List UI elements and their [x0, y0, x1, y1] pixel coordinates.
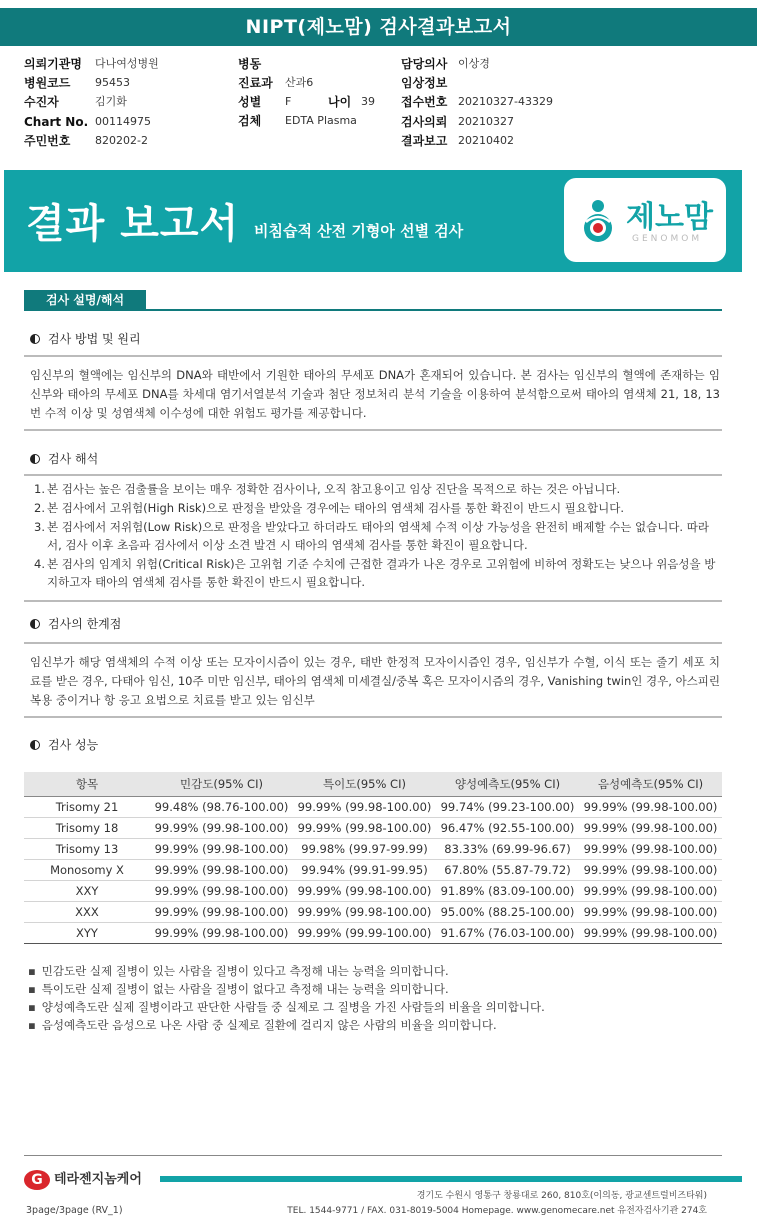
table-cell: 91.67% (76.03-100.00) [436, 922, 579, 943]
footer-divider [24, 1155, 722, 1156]
table-header-row [24, 772, 722, 796]
table-row [24, 901, 722, 922]
note-item: ▪ 민감도란 실제 질병이 있는 사람을 질병이 있다고 측정해 내는 능력을 의미합니다. [28, 962, 545, 980]
code-label: 병원코드 [24, 76, 71, 90]
doctor-label: 담당의사 [401, 57, 448, 71]
footer-brand-name: 테라젠지놈케어 [54, 1172, 142, 1187]
table-row [24, 838, 722, 859]
table-cell: 99.99% (99.98-100.00) [293, 880, 436, 901]
ward-label: 병동 [238, 57, 262, 71]
footer-contact: TEL. 1544-9771 / FAX. 031-8019-5004 Homepage. www.genomecare.net 유전자검사기관 274호 [287, 1206, 707, 1216]
note-item: ▪ 음성예측도란 음성으로 나온 사람 중 실제로 질환에 걸리지 않은 사람의 비율을 의미합니다. [28, 1016, 545, 1034]
table-cell: 99.98% (99.97-99.99) [293, 838, 436, 859]
table-cell: 99.99% (99.98-100.00) [150, 838, 293, 859]
table-row [24, 859, 722, 880]
table-cell: 96.47% (92.55-100.00) [436, 817, 579, 838]
performance-notes [28, 962, 545, 1034]
table-cell: 99.99% (99.98-100.00) [150, 880, 293, 901]
interpretation-heading-text: 검사 해석 [48, 452, 99, 466]
column-header: 음성예측도(95% CI) [579, 772, 722, 796]
sex-label: 성별 [238, 95, 262, 109]
receipt-label: 접수번호 [401, 95, 448, 109]
patient-info [0, 55, 757, 155]
result-banner [4, 170, 742, 272]
interpretation-list [30, 480, 720, 592]
report-title: NIPT(제노맘) 검사결과보고서 [0, 8, 757, 46]
company-logo-icon: G [24, 1170, 50, 1190]
logo-name: 제노맘 [626, 200, 713, 235]
list-item: 3. 본 검사에서 저위험(Low Risk)으로 판정을 받았다고 하더라도 태아의 염색체 수적 이상 가능성을 완전히 배제할 수는 없습니다. 따라서, 검사 이후 초음파 검사에서 이상 소견 발견 시 태아의 염색체 검사를 통한 확진이 필요합니다. [34, 520, 709, 552]
genomom-mark-icon [578, 198, 618, 244]
section-divider [24, 309, 722, 311]
specimen-label: 검체 [238, 114, 262, 128]
table-cell: 99.99% (99.98-100.00) [579, 838, 722, 859]
table-cell: 99.48% (98.76-100.00) [150, 796, 293, 817]
table-cell: XXX [24, 901, 150, 922]
half-circle-icon [30, 454, 40, 464]
limitations-text: 임신부가 해당 염색체의 수적 이상 또는 모자이시즘이 있는 경우, 태반 한정적 모자이시즘인 경우, 임신부가 수혈, 이식 또는 줄기 세포 치료를 받은 경우, 다태아 임신, 10주 미만 임신부, 태아의 염색체 미세결실/중복 혹은 모자이시즘의 경우, Vanishing twin인 경우, 아스피린 복용 중이거나 항 응고 요법으로 치료를 받고 있는 임신부 [30, 655, 720, 707]
list-item: 4. 본 검사의 임계치 위험(Critical Risk)은 고위험 기준 수치에 근접한 결과가 나온 경우로 고위험에 비하여 정확도는 낮으나 위음성을 방지하고자 태아의 염색체 검사를 통한 확진이 반드시 필요합니다. [34, 557, 716, 589]
table-row [24, 922, 722, 943]
limitations-heading [30, 615, 121, 633]
table-row [24, 796, 722, 817]
divider [24, 355, 722, 357]
half-circle-icon [30, 740, 40, 750]
table-cell: 99.99% (99.98-100.00) [579, 796, 722, 817]
table-cell: 99.99% (99.98-100.00) [293, 817, 436, 838]
id-label: 주민번호 [24, 134, 71, 148]
table-cell: XYY [24, 922, 150, 943]
method-heading [30, 330, 141, 348]
footer-address: 경기도 수원시 영통구 창룡대로 260, 810호(이의동, 광교센트럴비즈타워) [416, 1191, 707, 1201]
report-label: 결과보고 [401, 134, 448, 148]
specimen-value: EDTA Plasma [285, 114, 357, 127]
table-cell: 99.99% (99.98-100.00) [579, 901, 722, 922]
list-item: 1. 본 검사는 높은 검출률을 보이는 매우 정확한 검사이나, 오직 참고용이고 임상 진단을 목적으로 하는 것은 아닙니다. [34, 482, 621, 496]
table-cell: Monosomy X [24, 859, 150, 880]
table-cell: Trisomy 18 [24, 817, 150, 838]
table-cell: 99.99% (99.98-100.00) [293, 796, 436, 817]
logo-eng: GENOMOM [632, 234, 703, 244]
chart-label: Chart No. [24, 115, 89, 129]
method-text: 임신부의 혈액에는 임신부의 DNA와 태반에서 기원한 태아의 무세포 DNA가 혼재되어 있습니다. 본 검사는 임신부의 혈액에 존재하는 임신부와 태아의 무세포 DNA를 차세대 염기서열분석 기술과 첨단 정보처리 분석 기술을 이용하여 분석함으로써 태아의 염색체 21, 18, 13번 수적 이상 및 성염색체 이수성에 대한 위험도 평가를 제공합니다. [30, 368, 720, 420]
footer-brand [24, 1168, 142, 1188]
table-cell: 99.94% (99.91-99.95) [293, 859, 436, 880]
note-item: ▪ 특이도란 실제 질병이 없는 사람을 질병이 없다고 측정해 내는 능력을 의미합니다. [28, 980, 545, 998]
table-row [24, 880, 722, 901]
table-cell: 99.74% (99.23-100.00) [436, 796, 579, 817]
half-circle-icon [30, 334, 40, 344]
table-cell: Trisomy 21 [24, 796, 150, 817]
table-cell: 67.80% (55.87-79.72) [436, 859, 579, 880]
chart-value: 00114975 [95, 115, 151, 128]
doctor-value: 이상경 [458, 57, 490, 70]
table-cell: 99.99% (99.98-100.00) [150, 859, 293, 880]
table-row [24, 817, 722, 838]
table-cell: 99.99% (99.99-100.00) [293, 922, 436, 943]
performance-heading-text: 검사 성능 [48, 738, 99, 752]
section-tab: 검사 설명/해석 [24, 290, 146, 310]
code-value: 95453 [95, 76, 130, 89]
table-cell: 99.99% (99.98-100.00) [579, 880, 722, 901]
table-cell: 99.99% (99.98-100.00) [150, 922, 293, 943]
report-value: 20210402 [458, 134, 514, 147]
request-value: 20210327 [458, 115, 514, 128]
table-cell: 99.99% (99.98-100.00) [579, 859, 722, 880]
limitations-heading-text: 검사의 한계점 [48, 617, 122, 631]
table-cell: 99.99% (99.98-100.00) [150, 817, 293, 838]
list-item: 2. 본 검사에서 고위험(High Risk)으로 판정을 받았을 경우에는 태아의 염색체 검사를 통한 확진이 반드시 필요합니다. [34, 501, 624, 515]
divider [24, 429, 722, 431]
divider [24, 642, 722, 644]
request-label: 검사의뢰 [401, 115, 448, 129]
table-cell: 99.99% (99.98-100.00) [150, 901, 293, 922]
method-heading-text: 검사 방법 및 원리 [48, 332, 141, 346]
page-number: 3page/3page (RV_1) [26, 1205, 123, 1216]
table-cell: 91.89% (83.09-100.00) [436, 880, 579, 901]
divider [24, 716, 722, 718]
table-cell: 99.99% (99.98-100.00) [293, 901, 436, 922]
footer-bar [160, 1176, 742, 1182]
column-header: 민감도(95% CI) [150, 772, 293, 796]
table-cell: 83.33% (69.99-96.67) [436, 838, 579, 859]
age-value: 39 [361, 95, 375, 108]
dept-label: 진료과 [238, 76, 273, 90]
table-cell: 99.99% (99.98-100.00) [579, 817, 722, 838]
column-header: 양성예측도(95% CI) [436, 772, 579, 796]
performance-table [24, 772, 722, 944]
column-header: 항목 [24, 772, 150, 796]
genomom-logo [564, 178, 726, 262]
hospital-label: 의뢰기관명 [24, 57, 82, 71]
table-cell: 99.99% (99.98-100.00) [579, 922, 722, 943]
sex-value: F [285, 95, 292, 108]
table-cell: 95.00% (88.25-100.00) [436, 901, 579, 922]
table-cell: Trisomy 13 [24, 838, 150, 859]
age-label: 나이 [328, 95, 352, 109]
divider [24, 600, 722, 602]
banner-subtitle: 비침습적 산전 기형아 선별 검사 [254, 222, 464, 240]
name-label: 수진자 [24, 95, 59, 109]
divider [24, 474, 722, 476]
half-circle-icon [30, 619, 40, 629]
banner-title: 결과 보고서 [26, 201, 240, 247]
hospital-value: 다나여성병원 [95, 57, 159, 70]
note-item: ▪ 양성예측도란 실제 질병이라고 판단한 사람들 중 실제로 그 질병을 가진 사람들의 비율을 의미합니다. [28, 998, 545, 1016]
performance-heading [30, 736, 98, 754]
name-value: 김기화 [95, 95, 127, 108]
interpretation-heading [30, 450, 98, 468]
receipt-value: 20210327-43329 [458, 95, 553, 108]
dept-value: 산과6 [285, 76, 314, 89]
column-header: 특이도(95% CI) [293, 772, 436, 796]
table-cell: XXY [24, 880, 150, 901]
id-value: 820202-2 [95, 134, 148, 147]
clinical-label: 임상정보 [401, 76, 448, 90]
